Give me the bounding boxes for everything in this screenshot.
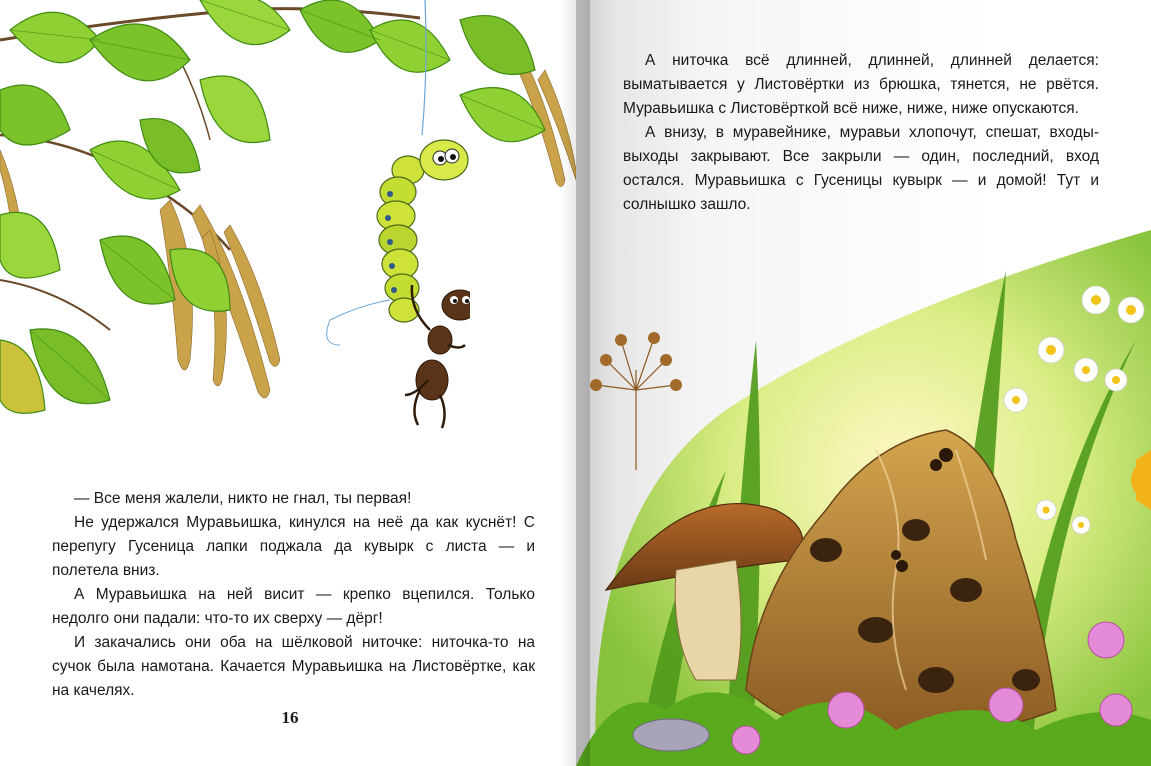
anthill-meadow-illustration xyxy=(576,210,1151,766)
page-number: 16 xyxy=(281,708,299,727)
birch-branch-illustration xyxy=(0,0,576,440)
paragraph: Не удержался Муравьишка, кинулся на неё да как куснёт! С перепугу Гусеница лапки поджала да кувырк с листа — и полетела вниз. xyxy=(52,514,535,579)
paragraph: — Все меня жалели, никто не гнал, ты первая! xyxy=(74,490,412,507)
right-page xyxy=(576,0,1151,766)
paragraph: А Муравьишка на ней висит — крепко вцепился. Только недолго они падали: что-то их сверху — дёрг! xyxy=(52,586,535,627)
paragraph: И закачались они оба на шёлковой ниточке: ниточка-то на сучок была намотана. Качается Муравьишка на Листовёртке, как на качелях. xyxy=(52,634,535,699)
caterpillar-and-ant-illustration xyxy=(310,0,470,440)
paragraph: А внизу, в муравейнике, муравьи хлопочут, спешат, входы-выходы закрывают. Все закрыли — один, последний, вход остался. Муравьишка с Гусеницы кувырк — и домой! Тут и солнышко зашло. xyxy=(623,124,1099,213)
paragraph: А ниточка всё длинней, длинней, длинней делается: выматывается у Листовёртки из брюшка, тянется, не рвётся. Муравьишка с Листовёрткой всё ниже, ниже, ниже опускаются. xyxy=(623,52,1099,117)
left-page-text xyxy=(52,487,535,703)
right-page-text xyxy=(623,49,1099,217)
